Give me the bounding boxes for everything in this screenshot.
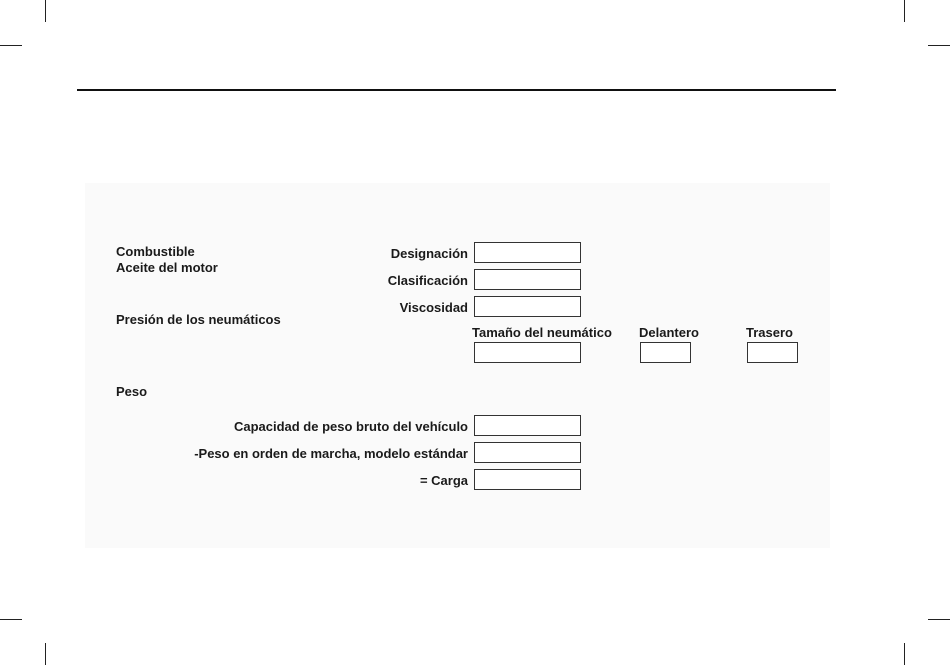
crop-mark-bottom-left-v bbox=[45, 643, 46, 665]
crop-mark-bottom-left-h bbox=[0, 619, 22, 620]
peso-orden-field[interactable] bbox=[474, 442, 581, 463]
tamano-label: Tamaño del neumático bbox=[472, 325, 612, 340]
crop-mark-top-right-h bbox=[928, 45, 950, 46]
tamano-field[interactable] bbox=[474, 342, 581, 363]
viscosidad-label: Viscosidad bbox=[399, 300, 468, 315]
carga-field[interactable] bbox=[474, 469, 581, 490]
trasero-label: Trasero bbox=[746, 325, 793, 340]
clasificacion-label: Clasificación bbox=[387, 273, 468, 288]
trasero-field[interactable] bbox=[747, 342, 798, 363]
clasificacion-field[interactable] bbox=[474, 269, 581, 290]
aceite-label: Aceite del motor bbox=[116, 260, 218, 275]
crop-mark-bottom-right-v bbox=[904, 643, 905, 665]
form-panel bbox=[85, 183, 830, 548]
designacion-field[interactable] bbox=[474, 242, 581, 263]
crop-mark-top-left-v bbox=[45, 0, 46, 22]
delantero-field[interactable] bbox=[640, 342, 691, 363]
designacion-label: Designación bbox=[390, 246, 468, 261]
delantero-label: Delantero bbox=[639, 325, 699, 340]
capacidad-field[interactable] bbox=[474, 415, 581, 436]
viscosidad-field[interactable] bbox=[474, 296, 581, 317]
presion-label: Presión de los neumáticos bbox=[116, 312, 281, 327]
crop-mark-top-left-h bbox=[0, 45, 22, 46]
carga-label: = Carga bbox=[419, 473, 468, 488]
header-rule bbox=[77, 89, 836, 91]
crop-mark-top-right-v bbox=[904, 0, 905, 22]
combustible-label: Combustible bbox=[116, 244, 195, 259]
peso-orden-label: -Peso en orden de marcha, modelo estándar bbox=[194, 446, 468, 461]
capacidad-label: Capacidad de peso bruto del vehículo bbox=[233, 419, 468, 434]
peso-label: Peso bbox=[116, 384, 148, 399]
crop-mark-bottom-right-h bbox=[928, 619, 950, 620]
